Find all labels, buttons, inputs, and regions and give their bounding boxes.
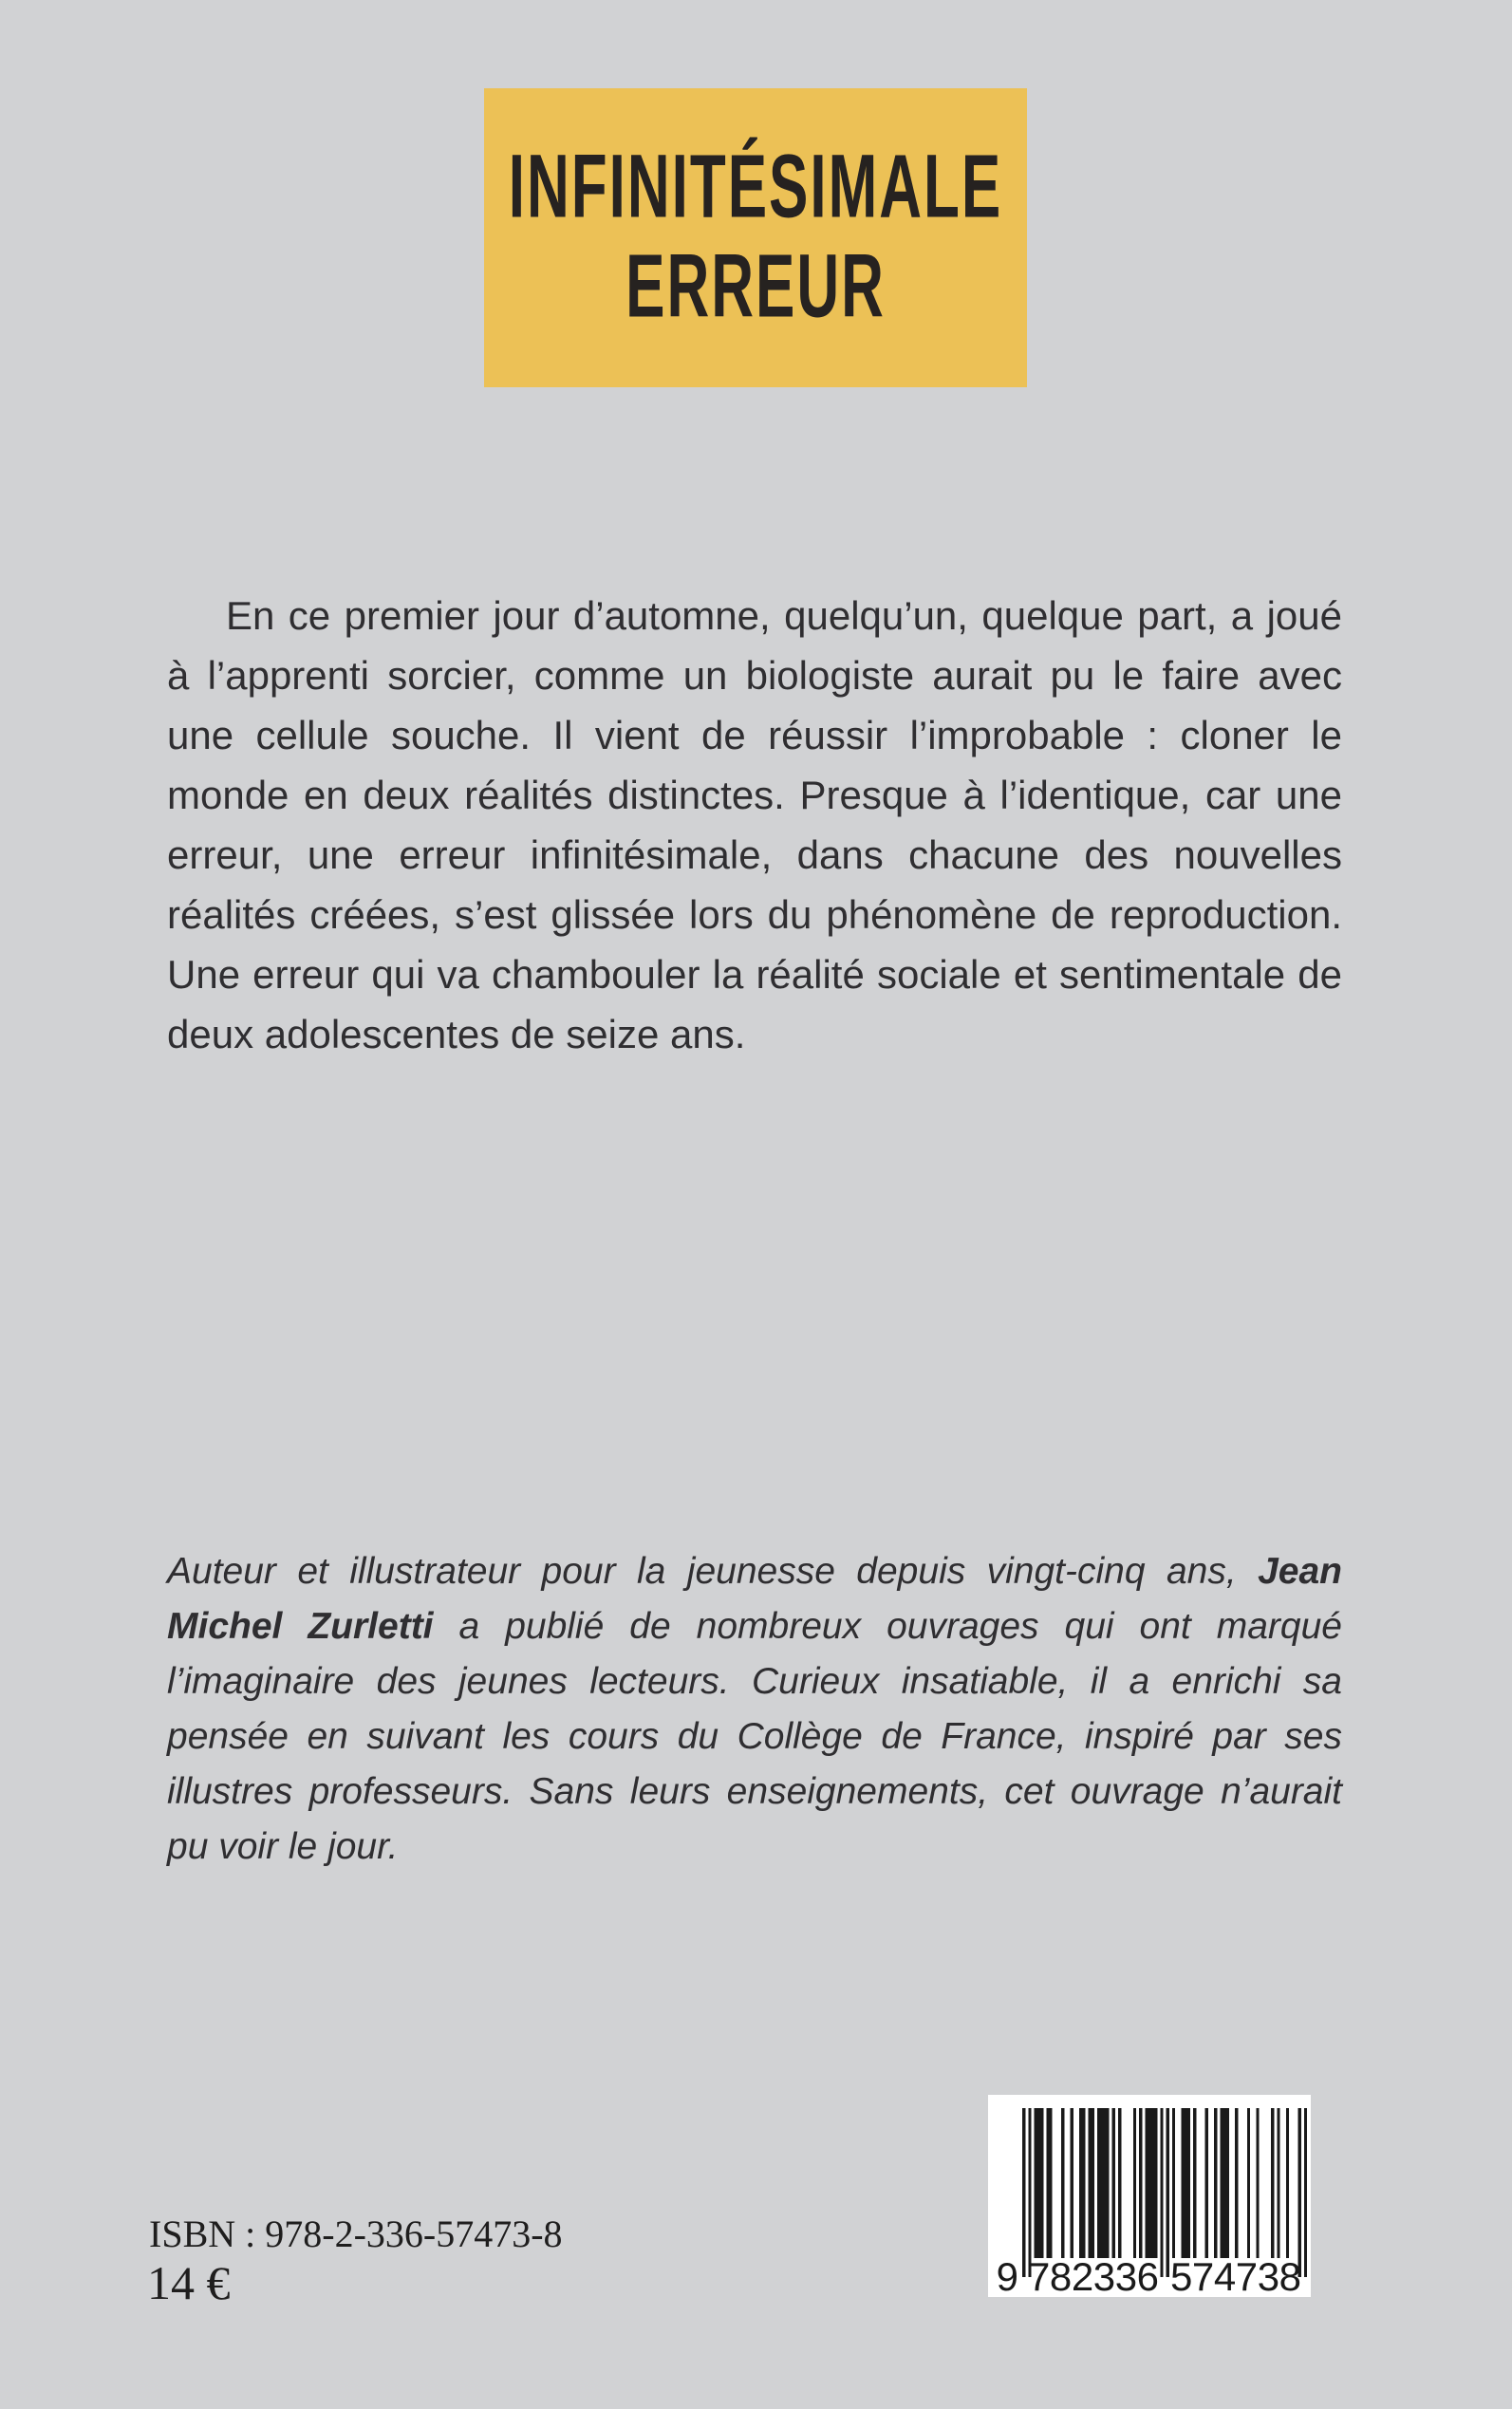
barcode-svg (988, 2095, 1311, 2297)
book-title-line1: INFINITÉSIMALE (508, 137, 1003, 237)
book-title-line2: ERREUR (625, 237, 886, 338)
title-banner (484, 88, 1027, 387)
barcode-bars (1022, 2108, 1307, 2277)
barcode-digits-left: 782336 (1028, 2254, 1159, 2297)
price-text: 14 € (147, 2256, 231, 2309)
ean13-barcode (988, 2095, 1311, 2297)
barcode-digit-first: 9 (996, 2254, 1018, 2297)
author-bio-post: a publié de nombreux ouvrages qui ont marqué l’imaginaire des jeunes lecteurs. Curieux insatiable, il a enrichi sa pensée en suivant les cours du Collège de France, inspiré par ses illustres professeurs. Sans leurs enseignements, cet ouvrage n’aurait pu voir le jour. (167, 1606, 1342, 1867)
isbn-text: ISBN : 978-2-336-57473-8 (149, 2213, 563, 2255)
author-bio-pre: Auteur et illustrateur pour la jeunesse depuis vingt-cinq ans, (167, 1551, 1259, 1592)
author-bio-paragraph (167, 1544, 1342, 1875)
author-name: Jean Michel Zurletti (167, 1551, 1342, 1647)
book-title (509, 138, 1003, 338)
synopsis-paragraph: En ce premier jour d’automne, quelqu’un, quelque part, a joué à l’apprenti sorcier, comme un biologiste aurait pu le faire avec une cellule souche. Il vient de réussir l’improbable : cloner le monde en deux réalités distinctes. Presque à l’identique, car une erreur, une erreur infinitésimale, dans chacune des nouvelles réalités créées, s’est glissée lors du phénomène de reproduction. Une erreur qui va chambouler la réalité sociale et sentimentale de deux adolescentes de seize ans. (167, 593, 1342, 1056)
barcode-digits-right: 574738 (1170, 2254, 1301, 2297)
